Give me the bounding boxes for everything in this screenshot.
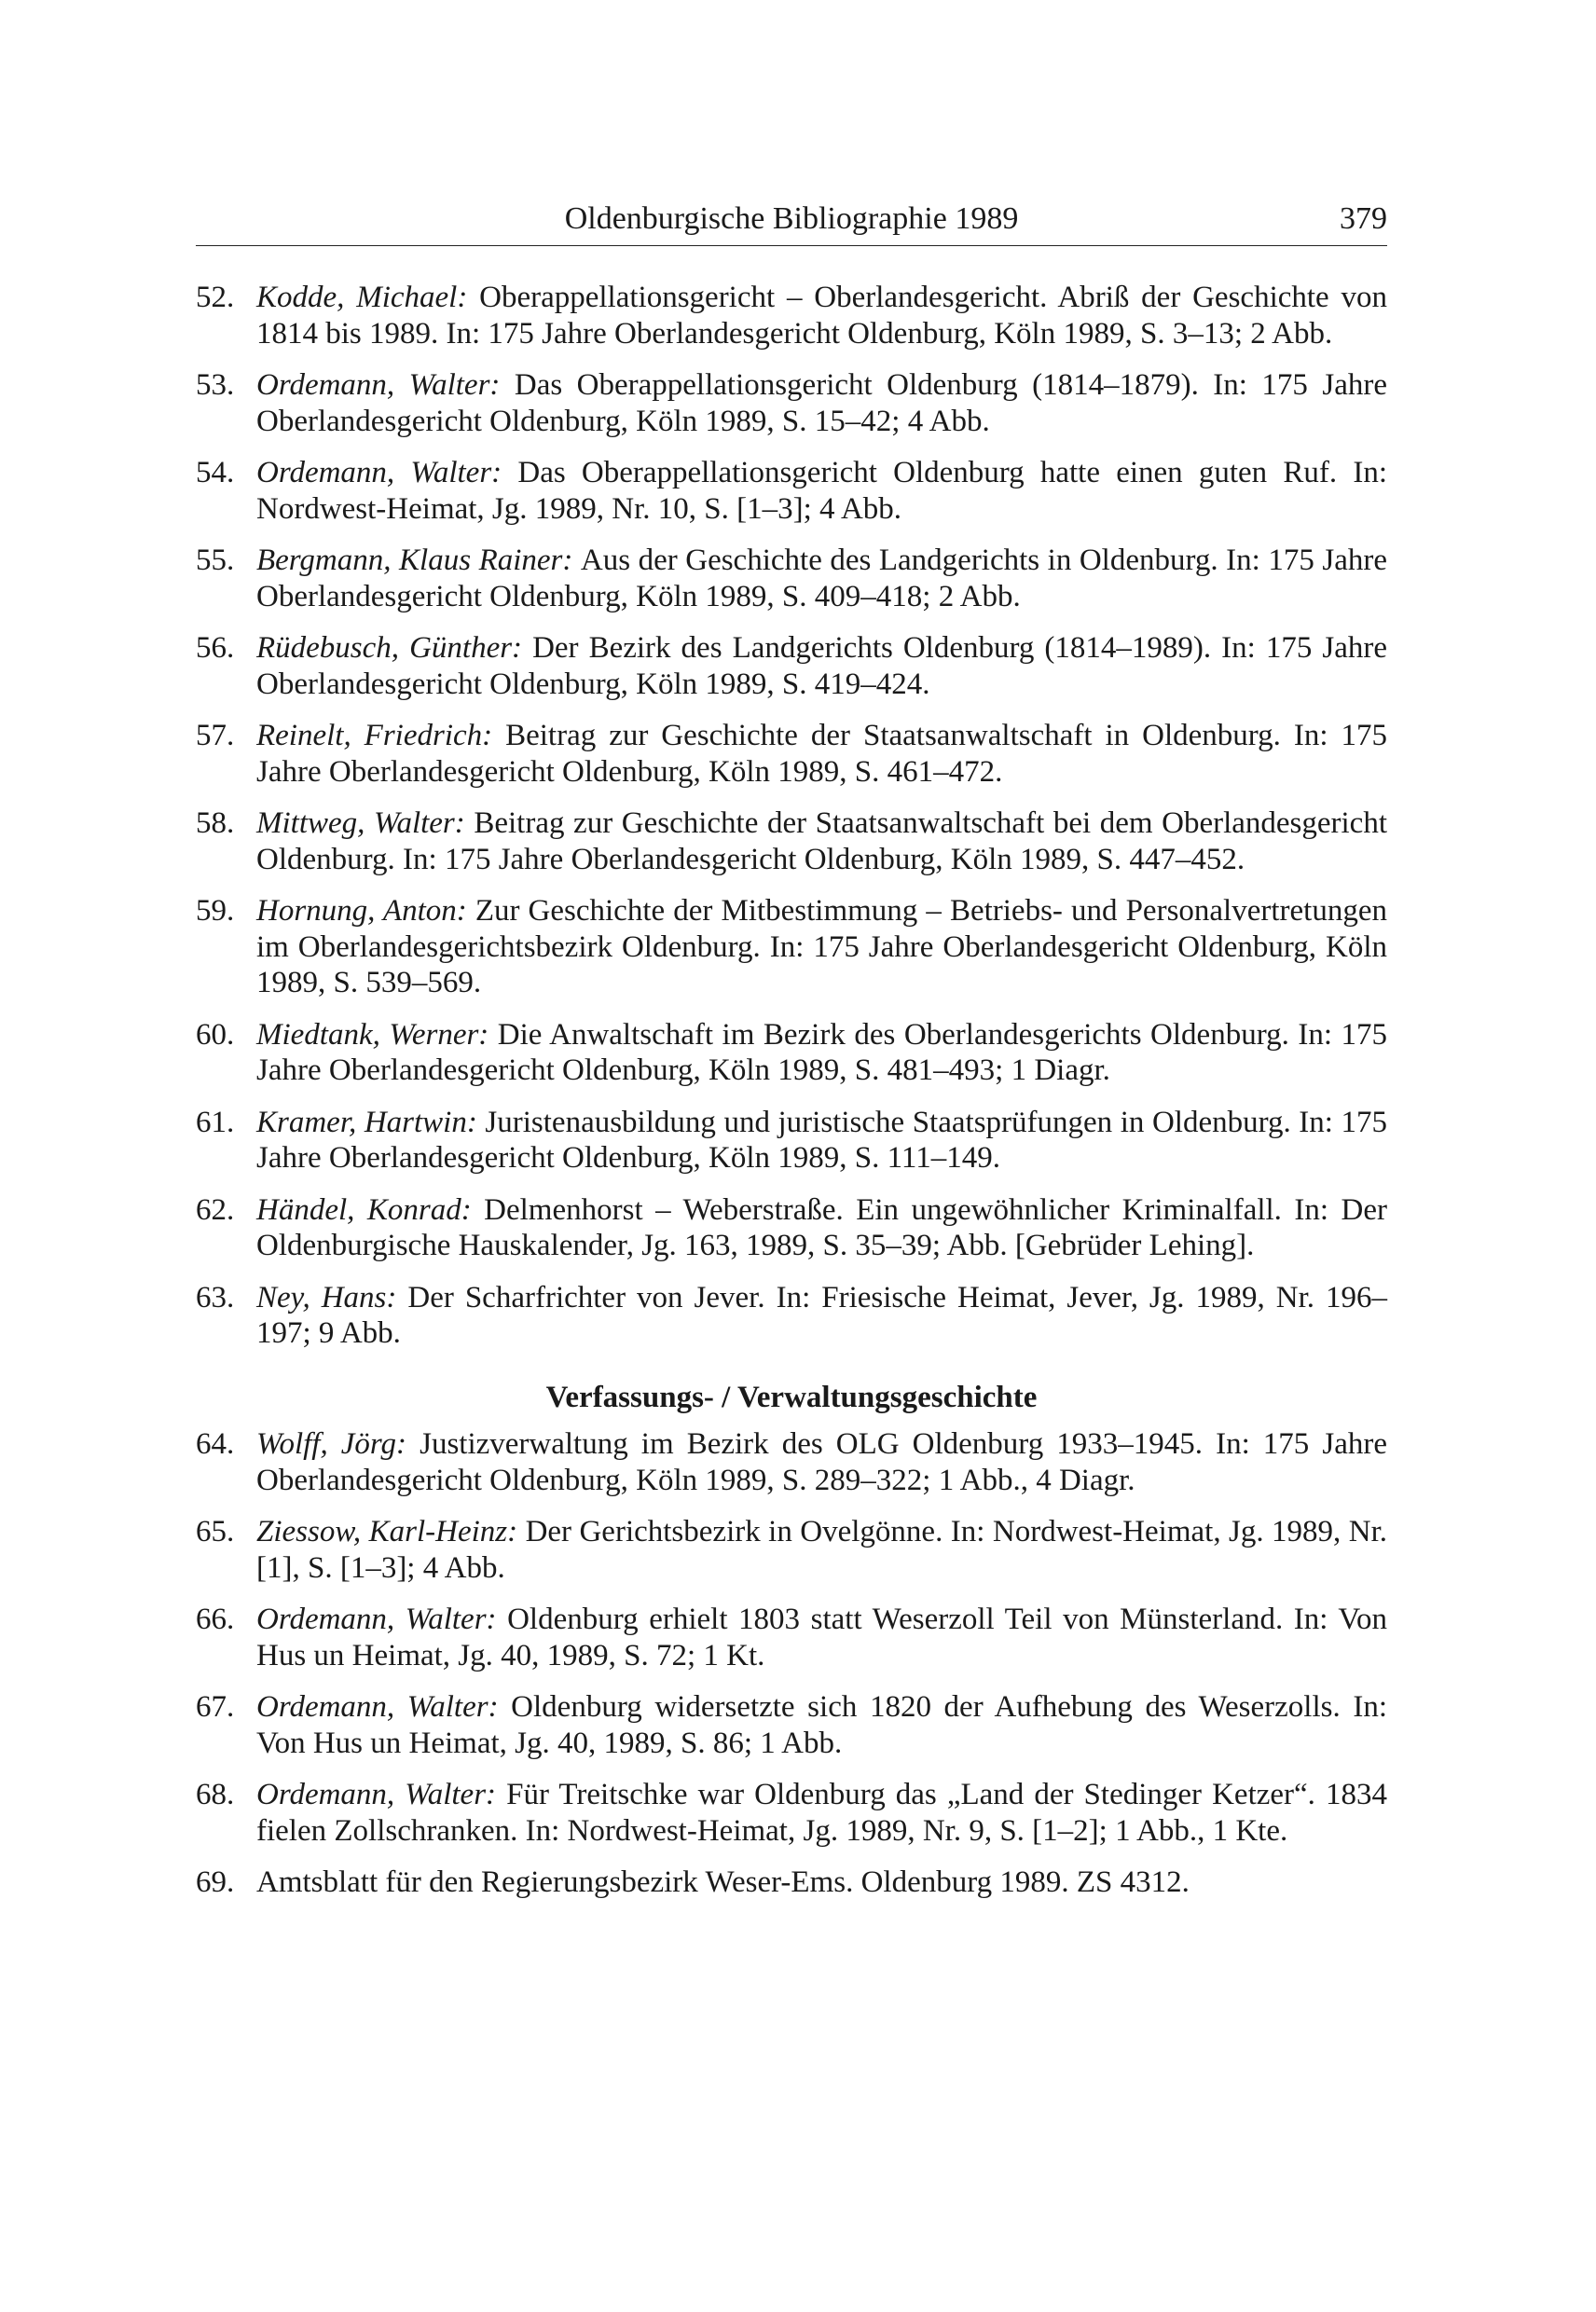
entry-text: Justizverwaltung im Bezirk des OLG Oldenburg 1933–1945. In: 175 Jahre Oberlandesgericht Oldenburg, Köln 1989, S. 289–322; 1 Abb., 4 Diagr. — [256, 1427, 1387, 1497]
entry-author: Ordemann, Walter: — [256, 1603, 508, 1636]
entry-text: Oldenburg widersetzte sich 1820 der Aufhebung des Weserzolls. In: Von Hus un Heimat, Jg. 40, 1989, S. 86; 1 Abb. — [256, 1690, 1388, 1760]
entry-number: 53. — [196, 368, 235, 402]
entry-text: Oberappellationsgericht – Oberlandesgericht. Abriß der Geschichte von 1814 bis 1989. In: 175 Jahre Oberlandesgericht Oldenburg, Köln 1989, S. 3–13; 2 Abb. — [256, 281, 1387, 351]
entry-author: Ordemann, Walter: — [256, 1690, 512, 1724]
entry-number: 68. — [196, 1778, 235, 1811]
bibliography-entry — [196, 805, 1387, 877]
entry-text: Für Treitschke war Oldenburg das „Land der Stedinger Ketzer“. 1834 fielen Zollschranken. In: Nordwest-Heimat, Jg. 1989, Nr. 9, S. [1–2]; 1 Abb., 1 Kte. — [256, 1778, 1387, 1848]
page-number: 379 — [1340, 201, 1387, 236]
bibliography-entry — [196, 1105, 1387, 1177]
entry-number: 60. — [196, 1017, 235, 1052]
bibliography-entry — [196, 1426, 1387, 1498]
entry-author: Händel, Konrad: — [256, 1192, 485, 1227]
bibliography-entry — [196, 1689, 1387, 1761]
running-head-title: Oldenburgische Bibliographie 1989 — [564, 201, 1019, 236]
entry-number: 58. — [196, 806, 235, 840]
entry-text: Juristenausbildung und juristische Staatsprüfungen in Oldenburg. In: 175 Jahre Oberlandesgericht Oldenburg, Köln 1989, S. 111–149. — [256, 1105, 1388, 1175]
entry-number: 59. — [196, 894, 235, 928]
entry-author: Kodde, Michael: — [256, 281, 480, 314]
bibliography-entry — [196, 455, 1387, 527]
bibliography-entry — [196, 1017, 1387, 1089]
entry-author: Mittweg, Walter: — [256, 806, 475, 840]
entry-number: 54. — [196, 456, 235, 489]
entry-author: Miedtank, Werner: — [256, 1017, 498, 1052]
entry-text: Delmenhorst – Weberstraße. Ein ungewöhnlicher Kriminalfall. In: Der Oldenburgische Hauskalender, Jg. 163, 1989, S. 35–39; Abb. [Gebrüder Lehing]. — [256, 1192, 1387, 1262]
running-head — [196, 196, 1387, 242]
entry-group-b — [196, 1426, 1387, 1901]
bibliography-entry — [196, 893, 1387, 1001]
bibliography-entry — [196, 1280, 1387, 1352]
entry-text: Das Oberappellationsgericht Oldenburg (1814–1879). In: 175 Jahre Oberlandesgericht Oldenburg, Köln 1989, S. 15–42; 4 Abb. — [256, 368, 1387, 438]
entry-number: 56. — [196, 631, 235, 665]
entry-text: Der Scharfrichter von Jever. In: Friesische Heimat, Jever, Jg. 1989, Nr. 196–197; 9 Abb. — [256, 1280, 1387, 1350]
entry-number: 57. — [196, 719, 235, 752]
entry-number: 61. — [196, 1105, 235, 1139]
entry-author: Rüdebusch, Günther: — [256, 631, 533, 665]
entry-text: Oldenburg erhielt 1803 statt Weserzoll Teil von Münsterland. In: Von Hus un Heimat, Jg. 40, 1989, S. 72; 1 Kt. — [256, 1603, 1387, 1672]
entry-number: 55. — [196, 544, 235, 577]
header-rule — [196, 245, 1387, 246]
bibliography-entry — [196, 367, 1387, 439]
entry-number: 67. — [196, 1690, 235, 1724]
entry-author: Ziessow, Karl-Heinz: — [256, 1515, 526, 1548]
entry-number: 65. — [196, 1515, 235, 1548]
entry-text: Das Oberappellationsgericht Oldenburg hatte einen guten Ruf. In: Nordwest-Heimat, Jg. 1989, Nr. 10, S. [1–3]; 4 Abb. — [256, 456, 1387, 526]
entry-number: 62. — [196, 1192, 235, 1227]
bibliography-entry — [196, 1192, 1387, 1264]
entry-number: 63. — [196, 1280, 235, 1314]
entry-text: Zur Geschichte der Mitbestimmung – Betriebs- und Personalvertretungen im Oberlandesgerichtsbezirk Oldenburg. In: 175 Jahre Oberlandesgericht Oldenburg, Köln 1989, S. 539–569. — [256, 894, 1387, 999]
entry-author: Ordemann, Walter: — [256, 456, 518, 489]
entry-number: 52. — [196, 281, 235, 314]
entry-author: Bergmann, Klaus Rainer: — [256, 544, 581, 577]
bibliography-entry — [196, 1602, 1387, 1673]
bibliography-content — [196, 280, 1387, 1917]
entry-author: Ordemann, Walter: — [256, 368, 515, 402]
bibliography-entry — [196, 1514, 1387, 1586]
entry-author: Reinelt, Friedrich: — [256, 719, 506, 752]
bibliography-entry — [196, 543, 1387, 614]
entry-text: Beitrag zur Geschichte der Staatsanwaltschaft in Oldenburg. In: 175 Jahre Oberlandesgericht Oldenburg, Köln 1989, S. 461–472. — [256, 719, 1388, 789]
section-heading: Verfassungs- / Verwaltungsgeschichte — [545, 1380, 1038, 1414]
entry-author: Ney, Hans: — [256, 1280, 408, 1314]
bibliography-entry — [196, 1865, 1387, 1901]
entry-text: Amtsblatt für den Regierungsbezirk Weser-Ems. Oldenburg 1989. ZS 4312. — [256, 1865, 1190, 1899]
bibliography-entry — [196, 1777, 1387, 1849]
entry-text: Beitrag zur Geschichte der Staatsanwaltschaft bei dem Oberlandesgericht Oldenburg. In: 175 Jahre Oberlandesgericht Oldenburg, Köln 1989, S. 447–452. — [256, 806, 1387, 876]
entry-number: 69. — [196, 1865, 235, 1899]
bibliography-entry — [196, 718, 1387, 790]
entry-author: Wolff, Jörg: — [256, 1427, 420, 1461]
entry-author: Hornung, Anton: — [256, 894, 475, 928]
bibliography-entry — [196, 630, 1387, 702]
entry-group-a — [196, 280, 1387, 1352]
bibliography-entry — [196, 280, 1387, 351]
entry-text: Aus der Geschichte des Landgerichts in Oldenburg. In: 175 Jahre Oberlandesgericht Oldenburg, Köln 1989, S. 409–418; 2 Abb. — [256, 544, 1387, 613]
entry-text: Der Bezirk des Landgerichts Oldenburg (1814–1989). In: 175 Jahre Oberlandesgericht Oldenburg, Köln 1989, S. 419–424. — [256, 631, 1387, 701]
entry-number: 66. — [196, 1603, 235, 1636]
entry-text: Die Anwaltschaft im Bezirk des Oberlandesgerichts Oldenburg. In: 175 Jahre Oberlandesgericht Oldenburg, Köln 1989, S. 481–493; 1 Diagr. — [256, 1017, 1387, 1087]
entry-author: Kramer, Hartwin: — [256, 1105, 486, 1139]
entry-author: Ordemann, Walter: — [256, 1778, 507, 1811]
entry-text: Der Gerichtsbezirk in Ovelgönne. In: Nordwest-Heimat, Jg. 1989, Nr. [1], S. [1–3]; 4 Abb. — [256, 1515, 1388, 1585]
entry-number: 64. — [196, 1427, 235, 1461]
